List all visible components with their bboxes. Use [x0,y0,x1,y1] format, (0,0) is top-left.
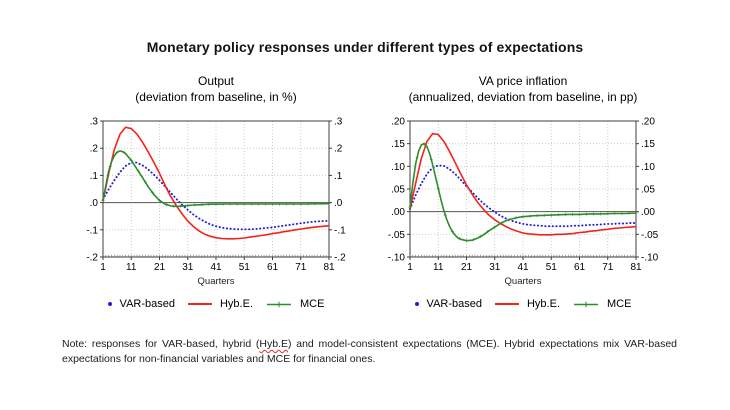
y-axis-tick-label-left: .00 [391,207,405,219]
x-axis-tick-label: 51 [545,262,557,273]
x-axis-tick-label: 71 [602,262,614,273]
y-axis-tick-label-right: .15 [641,139,655,151]
x-axis-tick-label: 41 [517,262,529,273]
solid-line-swatch [188,303,212,305]
line-plus-swatch [266,300,292,309]
x-axis-tick-label: 31 [182,262,194,273]
y-axis-tick-label-right: .3 [334,116,343,128]
x-axis-tick-label: 51 [238,262,250,273]
x-axis-tick-label: 81 [323,262,335,273]
legend-item-mce [266,298,324,310]
y-axis-tick-label-right: .10 [641,161,655,173]
y-axis-tick-label-left: .20 [391,116,405,128]
legend-item-mce [573,298,631,310]
solid-line-swatch [495,303,519,305]
legend-item-hyb-e [188,298,253,310]
plot-frame [103,121,329,257]
legend-label: VAR-based [426,298,482,310]
inflation-chart-plot [384,116,662,274]
x-axis-tick-label: 61 [573,262,586,273]
y-axis-tick-label-right: .00 [641,207,655,219]
output-chart-title: Output [197,74,235,88]
x-axis-tick-label: 11 [126,262,137,273]
line-plus-swatch [573,300,599,309]
y-axis-tick-label-right: -.2 [334,252,346,264]
dotted-line-swatch [415,302,419,306]
output-x-axis-label: Quarters [197,276,235,287]
legend-item-var-based [415,298,482,310]
x-axis-tick-label: 21 [153,262,166,273]
x-axis-tick-label: 1 [100,262,106,273]
y-axis-tick-label-right: -.1 [334,225,346,237]
x-axis-tick-label: 71 [295,262,307,273]
note-text-prefix: Note: responses for VAR-based, hybrid ( [62,338,260,350]
inflation-legend [384,298,662,310]
x-axis-tick-label: 61 [266,262,279,273]
y-axis-tick-label-right: .0 [334,198,343,210]
y-axis-tick-label-left: -.05 [387,229,405,241]
y-axis-tick-label-right: .2 [334,143,343,155]
inflation-x-axis-label: Quarters [504,276,542,287]
y-axis-tick-label-left: .0 [89,198,98,210]
y-axis-tick-label-right: -.10 [641,252,659,264]
note-text-suffix: ) and model-consistent expectations (MCE). Hybrid expectations mix VAR-based expectations for non-financial variables and MCE for financial ones. [62,338,678,365]
y-axis-tick-label-right: .05 [641,184,655,196]
x-axis-tick-label: 1 [407,262,413,273]
legend-label: Hyb.E. [219,298,253,310]
y-axis-tick-label-left: .15 [391,139,405,151]
legend-label: MCE [607,298,632,310]
y-axis-tick-label-left: -.1 [86,225,98,237]
legend-item-var-based [108,298,175,310]
note-misspelled-term: Hyb.E [259,338,288,350]
inflation-chart-title: VA price inflation [478,74,568,88]
inflation-chart-subtitle: (annualized, deviation from baseline, in pp) [408,90,638,104]
y-axis-tick-label-left: .10 [391,161,405,173]
legend-label: MCE [300,298,325,310]
y-axis-tick-label-left: .05 [391,184,405,196]
legend-label: VAR-based [119,298,175,310]
figure-title: Monetary policy responses under different types of expectations [146,39,584,55]
x-axis-tick-label: 31 [489,262,501,273]
x-axis-tick-label: 11 [433,262,444,273]
y-axis-tick-label-right: -.05 [641,229,659,241]
x-axis-tick-label: 41 [210,262,222,273]
legend-item-hyb-e [495,298,560,310]
figure-note [62,337,677,367]
output-chart-subtitle: (deviation from baseline, in %) [135,90,297,104]
y-axis-tick-label-right: .20 [641,116,655,128]
series-hyb-e [103,127,329,239]
y-axis-tick-label-left: -.2 [86,252,98,264]
y-axis-tick-label-right: .1 [334,170,343,182]
y-axis-tick-label-left: -.10 [387,252,405,264]
output-legend [77,298,355,310]
x-axis-tick-label: 21 [460,262,473,273]
inflation-chart [384,73,662,310]
legend-label: Hyb.E. [526,298,560,310]
x-axis-tick-label: 81 [630,262,642,273]
dotted-line-swatch [108,302,112,306]
output-chart [77,73,355,310]
y-axis-tick-label-left: .3 [89,116,98,128]
y-axis-tick-label-left: .2 [89,143,98,155]
output-chart-plot [77,116,355,274]
y-axis-tick-label-left: .1 [89,170,98,182]
